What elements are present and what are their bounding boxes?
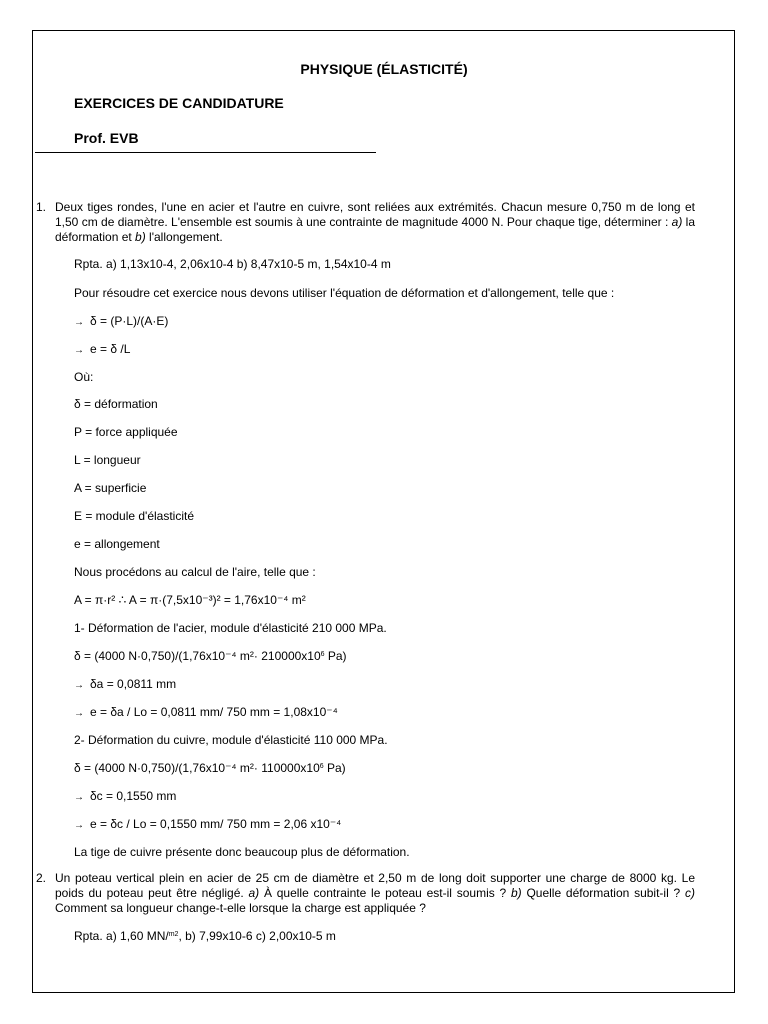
steel-calculation: [74, 649, 347, 664]
formula-text: δ = (P·L)/(A·E): [90, 314, 169, 328]
arrow-icon: →: [74, 317, 84, 328]
definition-a: A = superficie: [74, 481, 147, 495]
text-segment: À quelle contrainte le poteau est-il soumis ?: [259, 886, 511, 900]
conclusion: La tige de cuivre présente donc beaucoup plus de déformation.: [74, 845, 410, 859]
document-subtitle: EXERCICES DE CANDIDATURE: [74, 95, 284, 111]
arrow-icon: →: [74, 345, 84, 356]
formula-text: e = δ /L: [90, 342, 131, 356]
calc-text: δ = (4000 N·0,750)/(1,76x10⁻⁴ m²· 110000x10: [74, 761, 320, 775]
calc-text: Pa): [324, 649, 347, 663]
text-segment: l'allongement.: [145, 230, 223, 244]
exercise-1-statement: [36, 200, 695, 245]
arrow-icon: →: [74, 820, 84, 831]
document-author: Prof. EVB: [74, 130, 139, 146]
result-text: e = δa / Lo = 0,0811 mm/ 750 mm = 1,08x10⁻⁴: [90, 705, 338, 719]
formula-elongation: [74, 342, 130, 358]
exponent: 6: [320, 651, 325, 658]
exponent: 6: [319, 763, 324, 770]
formula-deformation: [74, 314, 168, 330]
result-text: δc = 0,1550 mm: [90, 789, 177, 803]
steel-elongation: [74, 705, 338, 721]
area-calculation: A = π·r² ∴ A = π·(7,5x10⁻³)² = 1,76x10⁻⁴ m²: [74, 593, 306, 607]
result-text: δa = 0,0811 mm: [90, 677, 177, 691]
header-divider: [35, 152, 376, 153]
definition-delta: δ = déformation: [74, 397, 158, 411]
exercise-2-statement: [36, 871, 695, 916]
result-text: e = δc / Lo = 0,1550 mm/ 750 mm = 2,06 x10⁻⁴: [90, 817, 342, 831]
solution-intro: Pour résoudre cet exercice nous devons utiliser l'équation de déformation et d'allongement, telle que :: [74, 286, 615, 300]
marker-b: b): [511, 886, 522, 900]
marker-a: a): [248, 886, 260, 900]
definition-p: P = force appliquée: [74, 425, 178, 439]
definition-e-modulus: E = module d'élasticité: [74, 509, 195, 523]
answer-text: Rpta. a) 1,60 MN/: [74, 929, 169, 943]
text-segment: Quelle déformation subit-il ?: [521, 886, 685, 900]
exercise-2-answer: [74, 929, 336, 944]
text-segment: Deux tiges rondes, l'une en acier et l'autre en cuivre, sont reliées aux extrémités. Chacun mesure 0,750 m de long et 1,50 cm de diamètre. L'ensemble est soumis à une contrainte de magnitude 4000 N. Pour chaque tige, déterminer :: [55, 200, 695, 229]
copper-delta: [74, 789, 176, 805]
arrow-icon: →: [74, 680, 84, 691]
exercise-1-answer: Rpta. a) 1,13x10-4, 2,06x10-4 b) 8,47x10-5 m, 1,54x10-4 m: [74, 257, 391, 271]
arrow-icon: →: [74, 792, 84, 803]
marker-a: a): [671, 215, 683, 229]
calc-text: δ = (4000 N·0,750)/(1,76x10⁻⁴ m²· 210000x10: [74, 649, 321, 663]
exercise-2-text: [55, 871, 695, 916]
text-segment: Comment sa longueur change-t-elle lorsque la charge est appliquée ?: [55, 901, 426, 915]
exercise-2-number: 2.: [36, 871, 47, 885]
exercise-1-text: [55, 200, 695, 245]
marker-c: c): [685, 886, 695, 900]
copper-elongation: [74, 817, 341, 833]
copper-calculation: [74, 761, 346, 776]
definition-e: e = allongement: [74, 537, 160, 551]
document-title: PHYSIQUE (ÉLASTICITÉ): [300, 61, 468, 77]
area-intro: Nous procédons au calcul de l'aire, telle que :: [74, 565, 316, 579]
answer-text: , b) 7,99x10-6 c) 2,00x10-5 m: [178, 929, 336, 943]
steel-title: 1- Déformation de l'acier, module d'élasticité 210 000 MPa.: [74, 621, 387, 635]
exercise-1-number: 1.: [36, 200, 47, 214]
text-segment: Un poteau vertical plein en acier de 25 cm de diamètre et 2,50 m de long doit supporter une charge de 8000 kg. Le poids du poteau peut être négligé.: [55, 871, 695, 900]
unit-superscript: m2: [168, 931, 179, 938]
where-label: Où:: [74, 370, 94, 384]
text-segment: la déformation et: [55, 215, 696, 244]
definition-l: L = longueur: [74, 453, 141, 467]
arrow-icon: →: [74, 708, 84, 719]
copper-title: 2- Déformation du cuivre, module d'élasticité 110 000 MPa.: [74, 733, 388, 747]
calc-text: Pa): [323, 761, 346, 775]
marker-b: b): [135, 230, 146, 244]
steel-delta: [74, 677, 176, 693]
